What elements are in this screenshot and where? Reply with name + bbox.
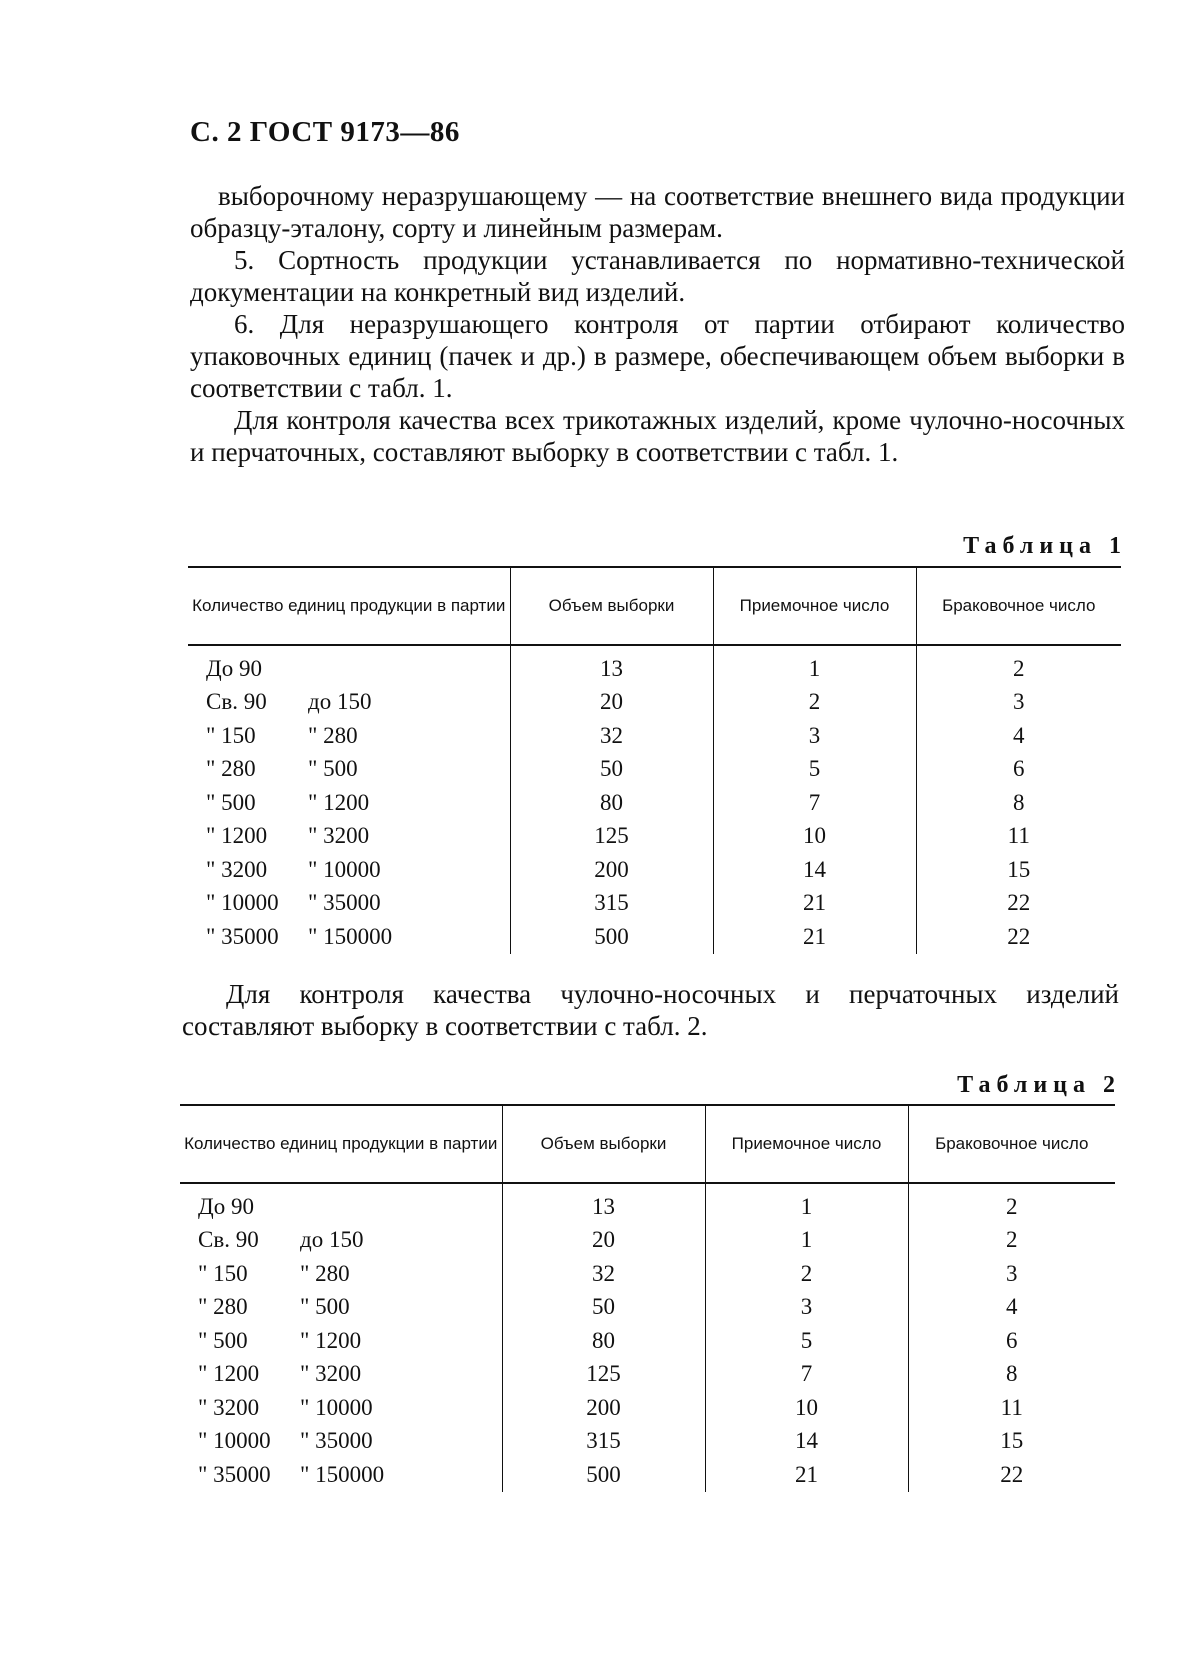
quantity-from: " 280 — [198, 1294, 248, 1320]
sample-volume-cell: 315 — [510, 887, 713, 921]
rejection-number-cell: 3 — [908, 1257, 1115, 1291]
sample-volume-cell: 32 — [510, 719, 713, 753]
sample-volume-cell: 125 — [502, 1358, 705, 1392]
quantity-from: Св. 90 — [206, 689, 267, 715]
quantity-range-cell — [188, 686, 510, 720]
table2-intro-text — [182, 978, 1119, 1042]
acceptance-number-cell: 21 — [713, 920, 916, 954]
table2 — [180, 1104, 1115, 1492]
quantity-from: " 3200 — [206, 856, 268, 882]
table1-caption: Таблица 1 — [963, 533, 1127, 559]
sample-volume-cell: 20 — [502, 1224, 705, 1258]
acceptance-number-cell: 5 — [713, 753, 916, 787]
quantity-to: " 500 — [300, 1294, 350, 1320]
quantity-range-cell — [180, 1358, 502, 1392]
rejection-number-cell: 4 — [916, 719, 1121, 753]
paragraph-5: 5. Сортность продукции устанавливается по нормативно-технической документации на конкретный вид изделий. — [190, 245, 1125, 307]
quantity-to: " 3200 — [300, 1361, 362, 1387]
quantity-to: " 1200 — [300, 1327, 362, 1353]
rejection-number-cell: 15 — [916, 853, 1121, 887]
table-row — [180, 1391, 1115, 1425]
table1-header-rejection-number: Браковочное число — [916, 567, 1121, 645]
quantity-to: " 150000 — [308, 923, 393, 949]
table2-header-quantity: Количество единиц продукции в партии — [180, 1105, 502, 1183]
table2-header-sample-volume: Объем выборки — [502, 1105, 705, 1183]
table-row — [180, 1291, 1115, 1325]
sample-volume-cell: 125 — [510, 820, 713, 854]
acceptance-number-cell: 7 — [713, 786, 916, 820]
quantity-range-cell — [188, 753, 510, 787]
quantity-to: " 10000 — [300, 1394, 373, 1420]
quantity-from: " 1200 — [206, 823, 268, 849]
table1-header-acceptance-number: Приемочное число — [713, 567, 916, 645]
table-row — [188, 645, 1121, 686]
quantity-to: " 280 — [308, 722, 358, 748]
table-row — [180, 1425, 1115, 1459]
rejection-number-cell: 11 — [916, 820, 1121, 854]
quantity-to: " 1200 — [308, 789, 370, 815]
quantity-range-cell — [180, 1257, 502, 1291]
table1-header-row — [188, 567, 1121, 645]
table-row — [188, 753, 1121, 787]
acceptance-number-cell: 2 — [705, 1257, 908, 1291]
quantity-to: " 500 — [308, 756, 358, 782]
table1-body — [188, 645, 1121, 954]
rejection-number-cell: 22 — [908, 1458, 1115, 1492]
rejection-number-cell: 11 — [908, 1391, 1115, 1425]
quantity-from: До 90 — [198, 1193, 254, 1219]
quantity-range-cell — [180, 1324, 502, 1358]
sample-volume-cell: 80 — [502, 1324, 705, 1358]
sample-volume-cell: 80 — [510, 786, 713, 820]
sample-volume-cell: 13 — [502, 1183, 705, 1224]
quantity-from: " 3200 — [198, 1394, 260, 1420]
quantity-range-cell — [180, 1291, 502, 1325]
quantity-from: " 35000 — [198, 1461, 271, 1487]
quantity-to: до 150 — [308, 689, 372, 715]
quantity-range-cell — [188, 820, 510, 854]
quantity-from: " 1200 — [198, 1361, 260, 1387]
quantity-to: " 280 — [300, 1260, 350, 1286]
quantity-to: " 10000 — [308, 856, 381, 882]
rejection-number-cell: 2 — [908, 1224, 1115, 1258]
sample-volume-cell: 20 — [510, 686, 713, 720]
rejection-number-cell: 15 — [908, 1425, 1115, 1459]
quantity-from: До 90 — [206, 655, 262, 681]
acceptance-number-cell: 14 — [713, 853, 916, 887]
acceptance-number-cell: 21 — [705, 1458, 908, 1492]
quantity-from: " 10000 — [198, 1428, 271, 1454]
quantity-range-cell — [180, 1458, 502, 1492]
table1-header-sample-volume: Объем выборки — [510, 567, 713, 645]
paragraph-6: 6. Для неразрушающего контроля от партии отбирают количество упаковочных единиц (пачек и др.) в размере, обеспечивающем объем выборки в соответствии с табл. 1. — [190, 309, 1125, 403]
quantity-range-cell — [188, 719, 510, 753]
rejection-number-cell: 8 — [916, 786, 1121, 820]
table-row — [188, 686, 1121, 720]
quantity-from: Св. 90 — [198, 1227, 259, 1253]
sample-volume-cell: 200 — [510, 853, 713, 887]
quantity-range-cell — [188, 786, 510, 820]
table1-header-quantity: Количество единиц продукции в партии — [188, 567, 510, 645]
quantity-from: " 150 — [206, 722, 256, 748]
sample-volume-cell: 13 — [510, 645, 713, 686]
table-row — [188, 920, 1121, 954]
quantity-to: " 35000 — [308, 890, 381, 916]
rejection-number-cell: 3 — [916, 686, 1121, 720]
rejection-number-cell: 22 — [916, 887, 1121, 921]
acceptance-number-cell: 2 — [713, 686, 916, 720]
quantity-to: " 3200 — [308, 823, 370, 849]
rejection-number-cell: 6 — [908, 1324, 1115, 1358]
acceptance-number-cell: 14 — [705, 1425, 908, 1459]
table-row — [188, 887, 1121, 921]
table2-body — [180, 1183, 1115, 1492]
table2-caption: Таблица 2 — [957, 1072, 1121, 1098]
quantity-range-cell — [180, 1425, 502, 1459]
table-row — [180, 1458, 1115, 1492]
quantity-range-cell — [180, 1183, 502, 1224]
quantity-to: до 150 — [300, 1227, 364, 1253]
acceptance-number-cell: 10 — [705, 1391, 908, 1425]
paragraph-continuation: выборочному неразрушающему — на соответствие внешнего вида продукции образцу-эталону, сорту и линейным размерам. — [190, 181, 1125, 243]
quantity-from: " 10000 — [206, 890, 279, 916]
quantity-from: " 280 — [206, 756, 256, 782]
acceptance-number-cell: 7 — [705, 1358, 908, 1392]
acceptance-number-cell: 3 — [713, 719, 916, 753]
quantity-range-cell — [188, 920, 510, 954]
paragraph-table2-reference: Для контроля качества чулочно-носочных и перчаточных изделий составляют выборку в соответствии с табл. 2. — [182, 979, 1119, 1041]
quantity-range-cell — [188, 887, 510, 921]
table-row — [188, 853, 1121, 887]
acceptance-number-cell: 5 — [705, 1324, 908, 1358]
table-row — [180, 1257, 1115, 1291]
page-header: С. 2 ГОСТ 9173—86 — [190, 116, 460, 148]
sample-volume-cell: 32 — [502, 1257, 705, 1291]
table-row — [180, 1183, 1115, 1224]
acceptance-number-cell: 21 — [713, 887, 916, 921]
acceptance-number-cell: 1 — [713, 645, 916, 686]
acceptance-number-cell: 1 — [705, 1224, 908, 1258]
table-row — [188, 719, 1121, 753]
sample-volume-cell: 50 — [510, 753, 713, 787]
quantity-from: " 500 — [198, 1327, 248, 1353]
table-row — [188, 820, 1121, 854]
acceptance-number-cell: 1 — [705, 1183, 908, 1224]
table-row — [180, 1358, 1115, 1392]
rejection-number-cell: 8 — [908, 1358, 1115, 1392]
rejection-number-cell: 2 — [908, 1183, 1115, 1224]
sample-volume-cell: 50 — [502, 1291, 705, 1325]
sample-volume-cell: 500 — [510, 920, 713, 954]
intro-text-block — [190, 180, 1125, 468]
table-row — [180, 1324, 1115, 1358]
quantity-range-cell — [188, 645, 510, 686]
quantity-from: " 500 — [206, 789, 256, 815]
quantity-from: " 150 — [198, 1260, 248, 1286]
quantity-range-cell — [180, 1391, 502, 1425]
sample-volume-cell: 200 — [502, 1391, 705, 1425]
table-row — [188, 786, 1121, 820]
acceptance-number-cell: 10 — [713, 820, 916, 854]
sample-volume-cell: 500 — [502, 1458, 705, 1492]
table1 — [188, 566, 1121, 954]
acceptance-number-cell: 3 — [705, 1291, 908, 1325]
quantity-to: " 150000 — [300, 1461, 385, 1487]
quantity-range-cell — [188, 853, 510, 887]
table2-header-row — [180, 1105, 1115, 1183]
rejection-number-cell: 6 — [916, 753, 1121, 787]
table2-header-acceptance-number: Приемочное число — [705, 1105, 908, 1183]
quantity-from: " 35000 — [206, 923, 279, 949]
table-row — [180, 1224, 1115, 1258]
rejection-number-cell: 4 — [908, 1291, 1115, 1325]
table2-header-rejection-number: Браковочное число — [908, 1105, 1115, 1183]
rejection-number-cell: 22 — [916, 920, 1121, 954]
quantity-to: " 35000 — [300, 1428, 373, 1454]
quantity-range-cell — [180, 1224, 502, 1258]
sample-volume-cell: 315 — [502, 1425, 705, 1459]
paragraph-table1-reference: Для контроля качества всех трикотажных изделий, кроме чулочно-носочных и перчаточных, составляют выборку в соответствии с табл. 1. — [190, 405, 1125, 467]
rejection-number-cell: 2 — [916, 645, 1121, 686]
